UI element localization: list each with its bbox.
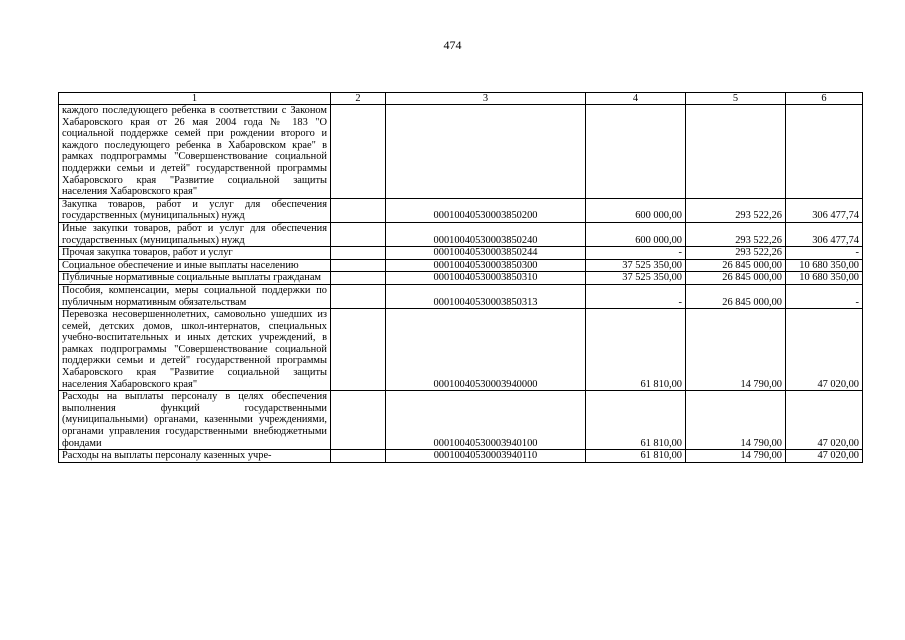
table-body: [59, 105, 863, 463]
row-col2: [331, 198, 386, 222]
row-col6-amount: -: [786, 247, 863, 260]
row-col6-amount: 47 020,00: [786, 309, 863, 391]
row-description: Прочая закупка товаров, работ и услуг: [59, 247, 331, 260]
row-description: Социальное обеспечение и иные выплаты населению: [59, 259, 331, 272]
row-col6-amount: 10 680 350,00: [786, 272, 863, 285]
row-col5-amount: 293 522,26: [686, 247, 786, 260]
table-row: [59, 222, 863, 246]
row-description: Иные закупки товаров, работ и услуг для обеспечения государственных (муниципальных) нужд: [59, 222, 331, 246]
table-row: [59, 391, 863, 450]
row-code: 00010040530003850240: [386, 222, 586, 246]
row-col2: [331, 259, 386, 272]
row-col5-amount: 293 522,26: [686, 198, 786, 222]
row-col2: [331, 247, 386, 260]
row-col6-amount: 306 477,74: [786, 198, 863, 222]
row-col5-amount: 26 845 000,00: [686, 259, 786, 272]
row-col4-amount: 61 810,00: [586, 309, 686, 391]
row-col5-amount: 26 845 000,00: [686, 284, 786, 308]
table-header-row: [59, 93, 863, 105]
row-code: 00010040530003940100: [386, 391, 586, 450]
row-code: 00010040530003850300: [386, 259, 586, 272]
header-col-2: 2: [331, 93, 386, 105]
row-col6-amount: 306 477,74: [786, 222, 863, 246]
row-code: 00010040530003850244: [386, 247, 586, 260]
table-row: [59, 198, 863, 222]
row-col4-amount: -: [586, 247, 686, 260]
row-col4-amount: [586, 105, 686, 199]
row-col5-amount: [686, 105, 786, 199]
table-row: [59, 450, 863, 463]
table-row: [59, 247, 863, 260]
header-col-3: 3: [386, 93, 586, 105]
row-col2: [331, 391, 386, 450]
row-col5-amount: 293 522,26: [686, 222, 786, 246]
row-col6-amount: -: [786, 284, 863, 308]
row-col4-amount: 61 810,00: [586, 391, 686, 450]
table-row: [59, 105, 863, 199]
row-description: Публичные нормативные социальные выплаты гражданам: [59, 272, 331, 285]
row-col2: [331, 309, 386, 391]
table-row: [59, 284, 863, 308]
row-col4-amount: 37 525 350,00: [586, 272, 686, 285]
table-row: [59, 259, 863, 272]
header-col-1: 1: [59, 93, 331, 105]
row-col4-amount: 600 000,00: [586, 222, 686, 246]
row-col2: [331, 450, 386, 463]
header-col-5: 5: [686, 93, 786, 105]
row-col2: [331, 222, 386, 246]
row-code: 00010040530003850310: [386, 272, 586, 285]
row-col4-amount: 61 810,00: [586, 450, 686, 463]
row-description: Расходы на выплаты персоналу в целях обеспечения выполнения функций государственными (муниципальными) органами, казенными учреждениями, органами управления государственными внебюджетными фондами: [59, 391, 331, 450]
row-col5-amount: 14 790,00: [686, 450, 786, 463]
row-code: 00010040530003940110: [386, 450, 586, 463]
budget-table: [58, 92, 863, 463]
row-col2: [331, 272, 386, 285]
row-code: 00010040530003850313: [386, 284, 586, 308]
row-col6-amount: 10 680 350,00: [786, 259, 863, 272]
row-col6-amount: [786, 105, 863, 199]
page-number: 474: [443, 38, 462, 52]
table-row: [59, 309, 863, 391]
row-code: 00010040530003850200: [386, 198, 586, 222]
row-description: Закупка товаров, работ и услуг для обеспечения государственных (муниципальных) нужд: [59, 198, 331, 222]
row-col4-amount: 600 000,00: [586, 198, 686, 222]
row-col6-amount: 47 020,00: [786, 450, 863, 463]
row-col5-amount: 14 790,00: [686, 391, 786, 450]
row-description: Перевозка несовершеннолетних, самовольно ушедших из семей, детских домов, школ-интернатов, специальных учебно-воспитательных и иных детских учреждений, в рамках подпрограммы "Совершенствование социальной поддержки семьи и детей" государственной программы Хабаровского края "Развитие социальной защиты населения Хабаровского края": [59, 309, 331, 391]
row-col5-amount: 14 790,00: [686, 309, 786, 391]
row-code: 00010040530003940000: [386, 309, 586, 391]
header-col-4: 4: [586, 93, 686, 105]
row-description: Расходы на выплаты персоналу казенных учре-: [59, 450, 331, 463]
row-col4-amount: -: [586, 284, 686, 308]
row-col5-amount: 26 845 000,00: [686, 272, 786, 285]
row-code: [386, 105, 586, 199]
row-col2: [331, 105, 386, 199]
row-description: Пособия, компенсации, меры социальной поддержки по публичным нормативным обязательствам: [59, 284, 331, 308]
table-row: [59, 272, 863, 285]
row-col2: [331, 284, 386, 308]
row-col6-amount: 47 020,00: [786, 391, 863, 450]
row-col4-amount: 37 525 350,00: [586, 259, 686, 272]
header-col-6: 6: [786, 93, 863, 105]
row-description: каждого последующего ребенка в соответствии с Законом Хабаровского края от 26 мая 2004 года № 183 "О социальной поддержке семей при рождении второго и каждого последующего ребенка в Хабаровском крае" в рамках подпрограммы "Совершенствование социальной поддержки семьи и детей" государственной программы Хабаровского края "Развитие социальной защиты населения Хабаровского края": [59, 105, 331, 199]
